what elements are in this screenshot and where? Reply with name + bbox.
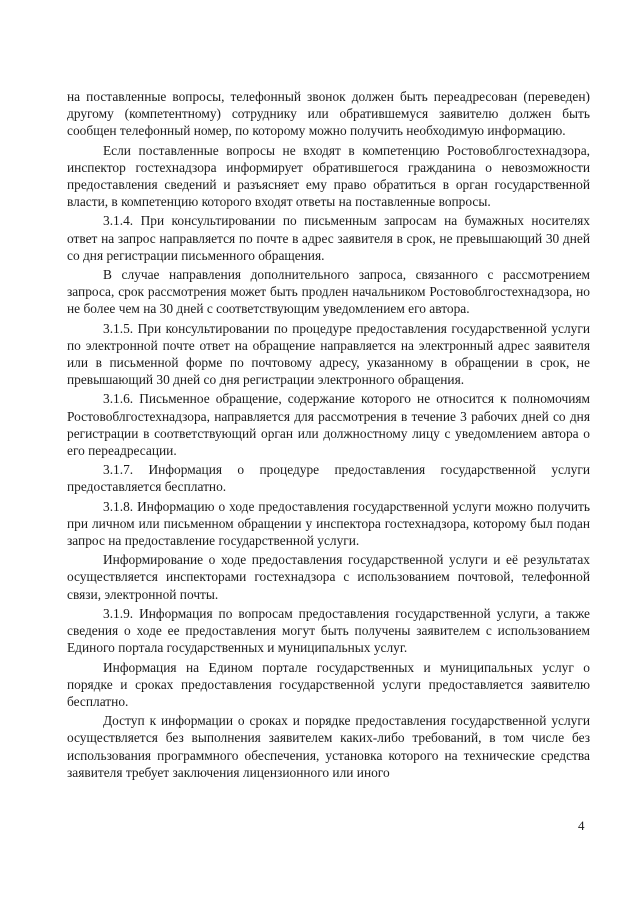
paragraph-3-1-6: 3.1.6. Письменное обращение, содержание которого не относится к полномочиям Ростовоблгостехнадзора, направляется для рассмотрения в течение 3 рабочих дней со дня регистрации в соответствующий орган или должностному лицу с уведомлением автора о его переадресации.: [67, 391, 590, 459]
paragraph-competence: Если поставленные вопросы не входят в компетенцию Ростовоблгостехнадзора, инспектор гостехнадзора информирует обратившегося гражданина о невозможности предоставления сведений и разъясняет ему право обратиться в орган государственной власти, в компетенцию которого входят ответы на поставленные вопросы.: [67, 142, 590, 210]
paragraph-3-1-9: 3.1.9. Информация по вопросам предоставления государственной услуги, а также сведения о ходе ее предоставления могут быть получены заявителем с использованием Единого портала государственных и муниципальных услуг.: [67, 605, 590, 656]
paragraph-portal-info: Информация на Едином портале государственных и муниципальных услуг о порядке и сроках предоставления государственной услуги предоставляется заявителю бесплатно.: [67, 659, 590, 709]
paragraph-3-1-7: 3.1.7. Информация о процедуре предоставления государственной услуги предоставляется бесплатно.: [67, 462, 590, 495]
paragraph-3-1-5: 3.1.5. При консультировании по процедуре предоставления государственной услуги по электронной почте ответ на обращение направляется на электронный адрес заявителя или в письменной форме по почтовому адресу, указанному в обращении в срок, не превышающий 30 дней со дня регистрации электронного обращения.: [67, 320, 590, 388]
page-number: 4: [578, 818, 585, 833]
paragraph-3-1-4: 3.1.4. При консультировании по письменным запросам на бумажных носителях ответ на запрос направляется по почте в адрес заявителя в срок, не превышающий 30 дней со дня регистрации письменного обращения.: [67, 213, 590, 263]
document-body: [67, 88, 590, 783]
paragraph-additional-request: В случае направления дополнительного запроса, связанного с рассмотрением запроса, срок рассмотрения может быть продлен начальником Ростовоблгостехнадзора, но не более чем на 30 дней с соответствующим уведомлением его автора.: [67, 267, 590, 317]
paragraph-access: Доступ к информации о сроках и порядке предоставления государственной услуги осуществляется без выполнения заявителем каких-либо требований, в том числе без использования программного обеспечения, установка которого на технические средства заявителя требует заключения лицензионного или иного: [67, 713, 590, 780]
paragraph-continuation: на поставленные вопросы, телефонный звонок должен быть переадресован (переведен) другому (компетентному) сотруднику или обратившемуся заявителю должен быть сообщен телефонный номер, по которому можно получить необходимую информацию.: [67, 89, 590, 139]
paragraph-informing: Информирование о ходе предоставления государственной услуги и её результатах осуществляется инспекторами гостехнадзора с использованием почтовой, телефонной связи, электронной почты.: [67, 552, 590, 602]
paragraph-3-1-8: 3.1.8. Информацию о ходе предоставления государственной услуги можно получить при личном или письменном обращении у инспектора гостехнадзора, которому был подан запрос на предоставление государственной услуги.: [67, 498, 590, 549]
